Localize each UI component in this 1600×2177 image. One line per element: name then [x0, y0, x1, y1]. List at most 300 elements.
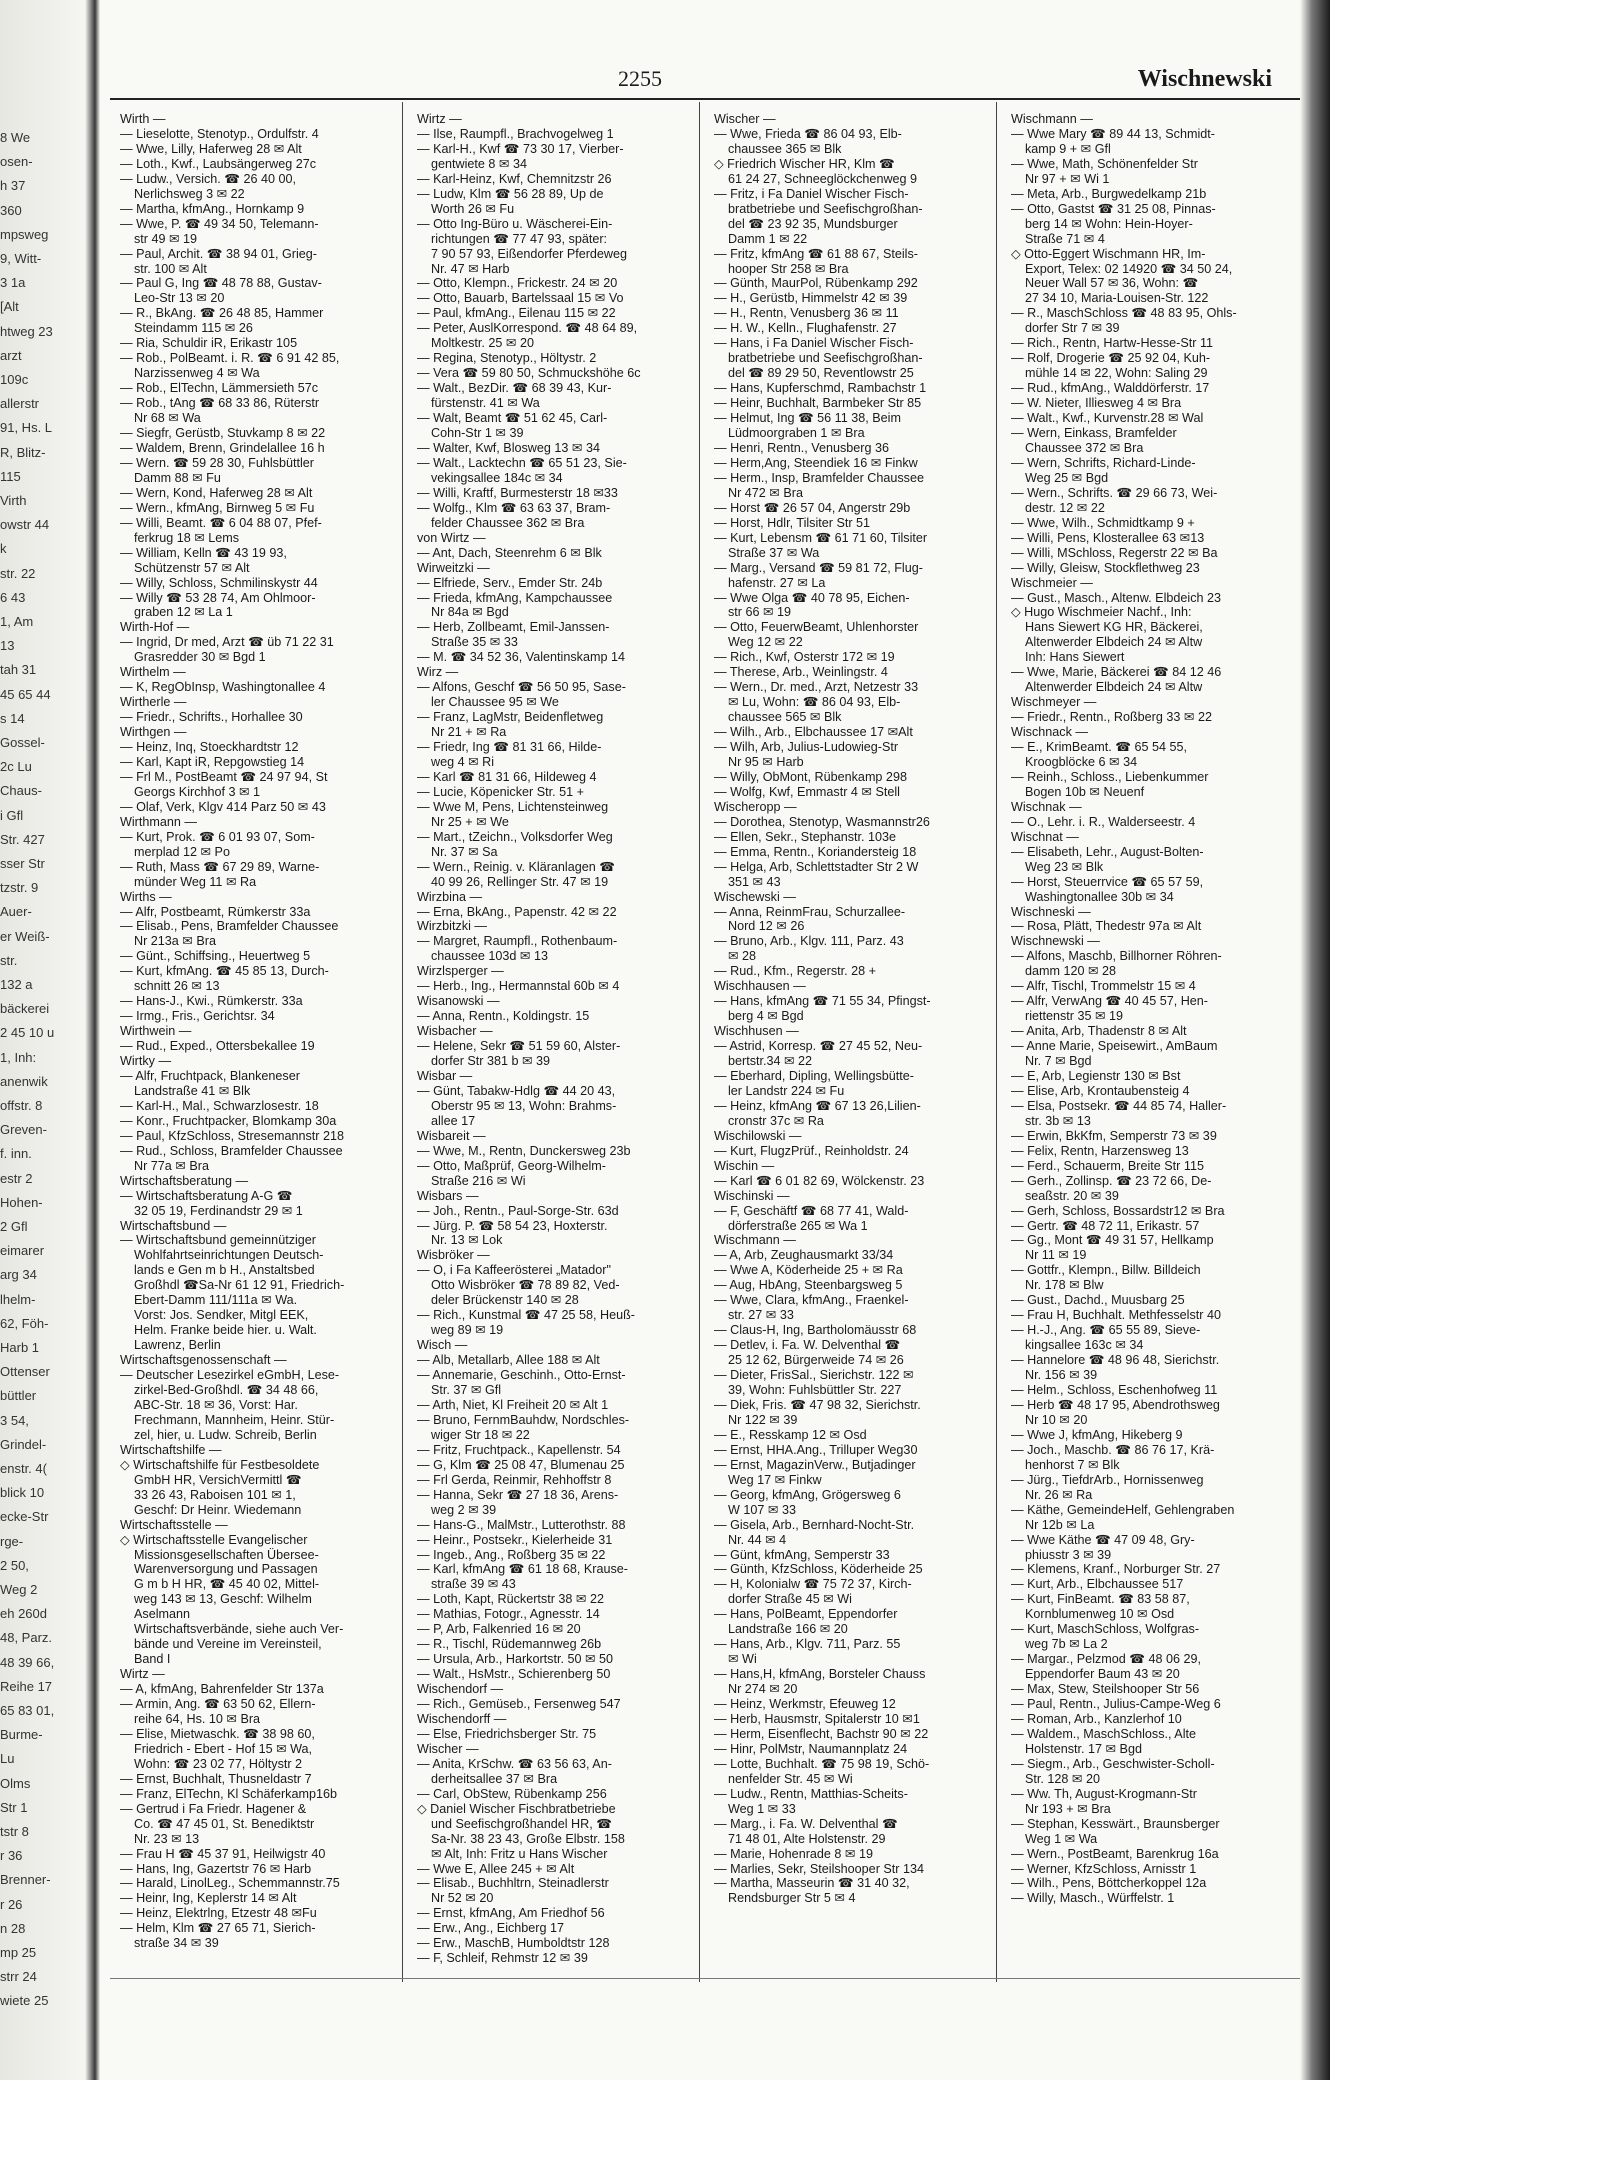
directory-entry: — Karl, kfmAng ☎ 61 18 68, Krause-: [417, 1562, 628, 1577]
directory-entry: — Elisab., Pens, Bramfelder Chaussee: [120, 919, 339, 934]
directory-entry: — Otto, Bauarb, Bartelssaal 15 ✉ Vo: [417, 291, 624, 306]
directory-entry: — Diek, Fris. ☎ 47 98 32, Sierichstr.: [714, 1397, 921, 1412]
directory-entry: — Gust., Masch., Altenw. Elbdeich 23: [1011, 590, 1221, 605]
directory-entry: — Mathias, Fotogr., Agnesstr. 14: [417, 1607, 600, 1622]
directory-entry: — Marg., i. Fa. W. Delventhal ☎: [714, 1816, 898, 1831]
entry-continuation: 33 26 43, Raboisen 101 ✉ 1,: [134, 1487, 296, 1502]
directory-entry: — Wwe Mary ☎ 89 44 13, Schmidt-: [1011, 126, 1215, 141]
directory-entry: — Heinr, Ing, Keplerstr 14 ✉ Alt: [120, 1891, 297, 1906]
directory-entry: — Lucie, Köpenicker Str. 51 +: [417, 784, 584, 799]
entry-continuation: Nr 97 + ✉ Wi 1: [1025, 171, 1110, 186]
entry-continuation: reihe 64, Hs. 10 ✉ Bra: [134, 1711, 261, 1726]
directory-entry: — Karl-H., Kwf ☎ 73 30 17, Vierber-: [417, 141, 624, 156]
entry-continuation: Nr. 13 ✉ Lok: [431, 1233, 503, 1248]
directory-entry: — Ww. Th, August-Krogmann-Str: [1011, 1786, 1197, 1801]
directory-entry: — Willy, Gleisw, Stockflethweg 23: [1011, 560, 1200, 575]
surname-heading: Wisbareit —: [417, 1128, 486, 1143]
directory-entry: — Willy ☎ 53 28 74, Am Ohlmoor-: [120, 590, 316, 605]
entry-continuation: Bogen 10b ✉ Neuenf: [1025, 784, 1145, 799]
directory-entry: — Heinz, Elektrlng, Etzestr 48 ✉Fu: [120, 1906, 317, 1921]
previous-page-fragment: allerstr: [0, 396, 40, 412]
entry-continuation: hooper Str 258 ✉ Bra: [728, 261, 849, 276]
previous-page-fragment: 62, Föh-: [0, 1315, 49, 1331]
entry-continuation: Cohn-Str 1 ✉ 39: [431, 426, 524, 441]
entry-continuation: Geschf: Dr Heinr. Wiedemann: [134, 1502, 302, 1517]
directory-entry: — Kurt, FlugzPrüf., Reinholdstr. 24: [714, 1143, 909, 1158]
directory-entry: — Hannelore ☎ 48 96 48, Sierichstr.: [1011, 1353, 1220, 1368]
entry-continuation: richtungen ☎ 77 47 93, später:: [431, 231, 608, 246]
directory-entry: — Joh., Rentn., Paul-Sorge-Str. 63d: [417, 1203, 619, 1218]
directory-entry: — Frl Gerda, Reinmir, Rehhoffstr 8: [417, 1472, 612, 1487]
entry-continuation: GmbH HR, VersichVermittl ☎: [134, 1472, 302, 1487]
surname-heading: Wischer —: [417, 1741, 479, 1756]
directory-entry: — Mart., tZeichn., Volksdorfer Weg: [417, 829, 613, 844]
directory-entry: — Fritz, Fruchtpack., Kapellenstr. 54: [417, 1442, 621, 1457]
header-rule: [110, 98, 1300, 100]
directory-entry: — Elsa, Postsekr. ☎ 44 85 74, Haller-: [1011, 1098, 1227, 1113]
directory-entry: — Peter, AuslKorrespond. ☎ 48 64 89,: [417, 321, 638, 336]
entry-continuation: Nord 12 ✉ 26: [728, 919, 805, 934]
directory-entry: — Wern, Einkass, Bramfelder: [1011, 426, 1177, 441]
surname-heading: Wirtschaftsberatung —: [120, 1173, 249, 1188]
directory-entry: — Elise, Arb, Krontaubensteig 4: [1011, 1083, 1190, 1098]
directory-entry: — Paul, Rentn., Julius-Campe-Weg 6: [1011, 1697, 1221, 1712]
directory-entry: — R., BkAng. ☎ 26 48 85, Hammer: [120, 306, 324, 321]
entry-continuation: Wohn: ☎ 23 02 77, Höltystr 2: [134, 1756, 303, 1771]
surname-heading: Wirthgen —: [120, 725, 187, 740]
running-head: Wischnewski: [1137, 66, 1272, 92]
directory-entry: — Heinz, Inq, Stoeckhardtstr 12: [120, 740, 299, 755]
directory-entry: — Elisab., Buchhltrn, Steinadlerstr: [417, 1876, 609, 1891]
directory-entry: — Anne Marie, Speisewirt., AmBaum: [1011, 1039, 1218, 1054]
directory-entry: — Willi, Kraftf, Burmesterstr 18 ✉33: [417, 485, 618, 500]
column-divider: [402, 102, 403, 1982]
directory-entry: — Henri, Rentn., Venusberg 36: [714, 440, 890, 455]
entry-continuation: Inh: Hans Siewert: [1025, 650, 1125, 665]
directory-entry: — Friedr., Rentn., Roßberg 33 ✉ 22: [1011, 710, 1212, 725]
entry-continuation: bertstr.34 ✉ 22: [728, 1054, 813, 1069]
directory-entry: — Alfr, Postbeamt, Rümkerstr 33a: [120, 904, 311, 919]
directory-entry: — Gerh., Zollinsp. ☎ 23 72 66, De-: [1011, 1173, 1212, 1188]
entry-continuation: Weg 23 ✉ Blk: [1025, 859, 1104, 874]
directory-entry: — Heinz, Werkmstr, Efeuweg 12: [714, 1697, 896, 1712]
surname-heading: Wirtky —: [120, 1054, 172, 1069]
previous-page-fragment: tstr 8: [0, 1824, 29, 1839]
entry-continuation: phiusstr 3 ✉ 39: [1025, 1547, 1112, 1562]
directory-entry: — Karl-Heinz, Kwf, Chemnitzstr 26: [417, 171, 612, 186]
directory-entry: — Ernst, MagazinVerw., Butjadinger: [714, 1457, 916, 1472]
directory-entry: — Helm, Klm ☎ 27 65 71, Sierich-: [120, 1921, 316, 1936]
directory-entry: — Gg., Mont ☎ 49 31 57, Hellkamp: [1011, 1233, 1214, 1248]
directory-entry: — Käthe, GemeindeHelf, Gehlengraben: [1011, 1502, 1235, 1517]
directory-entry: — Wern, Schrifts, Richard-Linde-: [1011, 455, 1196, 470]
directory-entry: — Herb., Ing., Hermannstal 60b ✉ 4: [417, 979, 620, 994]
directory-entry: — Hans, kfmAng ☎ 71 55 34, Pfingst-: [714, 994, 931, 1009]
directory-entry: — Ludw., Rentn, Matthias-Scheits-: [714, 1786, 908, 1801]
directory-entry: — Ernst, HHA.Ang., Trilluper Weg30: [714, 1442, 918, 1457]
directory-entry: — Alfr, VerwAng ☎ 40 45 57, Hen-: [1011, 994, 1208, 1009]
entry-continuation: Altenwerder Elbdeich 24 ✉ Altw: [1025, 680, 1203, 695]
directory-entry: — Felix, Rentn, Harzensweg 13: [1011, 1143, 1189, 1158]
surname-heading: Wischeropp —: [714, 799, 797, 814]
entry-continuation: Kroogblöcke 6 ✉ 34: [1025, 754, 1138, 769]
entry-continuation: Kornblumenweg 10 ✉ Osd: [1025, 1607, 1175, 1622]
previous-page-fragment: 9, Witt-: [0, 251, 42, 266]
directory-entry: — Otto Ing-Büro u. Wäscherei-Ein-: [417, 216, 613, 231]
entry-continuation: Ebert-Damm 111/111a ✉ Wa.: [134, 1293, 298, 1308]
entry-continuation: W 107 ✉ 33: [728, 1502, 796, 1517]
directory-entry: — William, Kelln ☎ 43 19 93,: [120, 545, 287, 560]
entry-continuation: henhorst 7 ✉ Blk: [1025, 1457, 1120, 1472]
entry-continuation: graben 12 ✉ La 1: [134, 605, 233, 620]
entry-continuation: 61 24 27, Schneeglöckchenweg 9: [728, 171, 918, 186]
directory-entry: ◇ Wirtschaftsstelle Evangelischer: [120, 1532, 308, 1547]
directory-entry: — H., Gerüstb, Himmelstr 42 ✉ 39: [714, 291, 908, 306]
previous-page-fragment: offstr. 8: [0, 1098, 43, 1113]
directory-entry: — Wern., Reinig. v. Kläranlagen ☎: [417, 859, 615, 874]
surname-heading: Wirzlsperger —: [417, 964, 504, 979]
entry-continuation: kingsallee 163c ✉ 34: [1025, 1338, 1144, 1353]
directory-entry: — Wwe E, Allee 245 + ✉ Alt: [417, 1861, 575, 1876]
directory-entry: — Kurt, Prok. ☎ 6 01 93 07, Som-: [120, 829, 315, 844]
entry-continuation: ✉ 28: [728, 949, 757, 964]
entry-continuation: str. 3b ✉ 13: [1025, 1113, 1091, 1128]
entry-continuation: str. 27 ✉ 33: [728, 1308, 794, 1323]
directory-entry: — O., Lehr. i. R., Walderseestr. 4: [1011, 814, 1196, 829]
entry-continuation: str. 100 ✉ Alt: [134, 261, 207, 276]
entry-continuation: weg 2 ✉ 39: [431, 1502, 497, 1517]
surname-heading: Wisbacher —: [417, 1024, 493, 1039]
previous-page-fragment: s 14: [0, 710, 25, 726]
directory-entry: — Wern. ☎ 59 28 30, Fuhlsbüttler: [120, 455, 314, 470]
entry-continuation: 71 48 01, Alte Holstenstr. 29: [728, 1831, 886, 1846]
previous-page-fragment: r 26: [0, 1896, 23, 1912]
entry-continuation: 27 34 10, Maria-Louisen-Str. 122: [1025, 291, 1209, 306]
entry-continuation: Nr 472 ✉ Bra: [728, 485, 803, 500]
entry-continuation: Nr 25 + ✉ We: [431, 814, 509, 829]
entry-continuation: ✉ Lu, Wohn: ☎ 86 04 93, Elb-: [728, 695, 901, 710]
directory-entry: — Gisela, Arb., Bernhard-Nocht-Str.: [714, 1517, 915, 1532]
previous-page-fragment: Lu: [0, 1751, 15, 1767]
entry-continuation: Straße 71 ✉ 4: [1025, 231, 1105, 246]
directory-entry: — H.-J., Ang. ☎ 65 55 89, Sieve-: [1011, 1323, 1201, 1338]
directory-entry: — Günth, KfzSchloss, Köderheide 25: [714, 1562, 923, 1577]
entry-continuation: weg 143 ✉ 13, Geschf: Wilhelm: [134, 1592, 312, 1607]
entry-continuation: Friedrich - Ebert - Hof 15 ✉ Wa,: [134, 1741, 313, 1756]
entry-continuation: Nr. 156 ✉ 39: [1025, 1368, 1098, 1383]
entry-continuation: zirkel-Bed-Großhdl. ☎ 34 48 66,: [134, 1383, 319, 1398]
directory-entry: — Ruth, Mass ☎ 67 29 89, Warne-: [120, 859, 320, 874]
directory-entry: — Anita, KrSchw. ☎ 63 56 63, An-: [417, 1756, 612, 1771]
surname-heading: Wischnewski —: [1011, 934, 1100, 949]
directory-entry: — Bruno, Arb., Klgv. 111, Parz. 43: [714, 934, 904, 949]
directory-entry: — Ursula, Arb., Harkortstr. 50 ✉ 50: [417, 1652, 614, 1667]
entry-continuation: 32 05 19, Ferdinandstr 29 ✉ 1: [134, 1203, 303, 1218]
directory-entry: — Rud., Kfm., Regerstr. 28 +: [714, 964, 877, 979]
previous-page-fragment: 1, Inh:: [0, 1049, 37, 1065]
directory-entry: — Wwe, P. ☎ 49 34 50, Telemann-: [120, 216, 319, 231]
directory-entry: — Günt., Schiffsing., Heuertweg 5: [120, 949, 311, 964]
entry-continuation: lands e Gen m b H., Anstaltsbed: [134, 1263, 315, 1278]
listing-column-3: [702, 112, 987, 1972]
directory-entry: — Rich., Kwf, Osterstr 172 ✉ 19: [714, 650, 895, 665]
directory-entry: — Friedr, Ing ☎ 81 31 66, Hilde-: [417, 740, 602, 755]
surname-heading: Wischnat —: [1011, 829, 1079, 844]
entry-continuation: Nr 12b ✉ La: [1025, 1517, 1095, 1532]
directory-entry: — Kurt, MaschSchloss, Wolfgras-: [1011, 1622, 1200, 1637]
previous-page-fragment: tah 31: [0, 662, 37, 678]
entry-continuation: chaussee 103d ✉ 13: [431, 949, 548, 964]
directory-entry: — Wern., PostBeamt, Barenkrug 16a: [1011, 1846, 1219, 1861]
entry-continuation: 7 90 57 93, Eißendorfer Pferdeweg: [431, 246, 628, 261]
directory-entry: — Franz, LagMstr, Beidenfletweg: [417, 710, 604, 725]
directory-entry: — Hans, Ing, Gazertstr 76 ✉ Harb: [120, 1861, 312, 1876]
directory-entry: — Carl, ObStew, Rübenkamp 256: [417, 1786, 607, 1801]
entry-continuation: Straße 216 ✉ Wi: [431, 1173, 526, 1188]
directory-entry: — Hans, Kupferschmd, Rambachstr 1: [714, 381, 927, 396]
directory-entry: — Harald, LinolLeg., Schemmannstr.75: [120, 1876, 340, 1891]
directory-entry: — Otto, Maßprüf, Georg-Wilhelm-: [417, 1158, 606, 1173]
previous-page-fragment: htweg 23: [0, 323, 53, 339]
entry-continuation: Lüdmoorgraben 1 ✉ Bra: [728, 426, 865, 441]
directory-entry: — Loth., Kwf., Laubsängerweg 27c: [120, 156, 317, 171]
directory-entry: — Bruno, FernmBauhdw, Nordschles-: [417, 1412, 630, 1427]
surname-heading: Wirtschaftsgenossenschaft —: [120, 1353, 287, 1368]
page-shadow-edge: [1300, 0, 1330, 2080]
previous-page-fragment: arg 34: [0, 1267, 37, 1283]
surname-heading: Wirzbina —: [417, 889, 483, 904]
previous-page-fragment: R, Blitz-: [0, 444, 46, 460]
directory-entry: — Gertr. ☎ 48 72 11, Erikastr. 57: [1011, 1218, 1200, 1233]
entry-continuation: allee 17: [431, 1113, 476, 1128]
directory-entry: — Marlies, Sekr, Steilshooper Str 134: [714, 1861, 924, 1876]
directory-entry: — Kurt, kfmAng. ☎ 45 85 13, Durch-: [120, 964, 329, 979]
directory-entry: — Willy, Masch., Würffelstr. 1: [1011, 1891, 1175, 1906]
previous-page-fragment: er Weiß-: [0, 928, 50, 944]
directory-entry: — Karl-H., Mal., Schwarzlosestr. 18: [120, 1098, 319, 1113]
directory-entry: — Herm,Ang, Steendiek 16 ✉ Finkw: [714, 455, 918, 470]
directory-entry: — Hans,H, kfmAng, Borsteler Chauss: [714, 1667, 926, 1682]
entry-continuation: Leo-Str 13 ✉ 20: [134, 291, 225, 306]
directory-entry: — Paul, Archit. ☎ 38 94 01, Grieg-: [120, 246, 317, 261]
surname-heading: Wirweitzki —: [417, 560, 490, 575]
directory-entry: — Waldem., MaschSchloss., Alte: [1011, 1726, 1197, 1741]
directory-entry: — Walt., BezDir. ☎ 68 39 43, Kur-: [417, 381, 612, 396]
entry-continuation: Nr. 37 ✉ Sa: [431, 844, 498, 859]
directory-entry: — Günt, kfmAng, Semperstr 33: [714, 1547, 890, 1562]
page-header: [110, 66, 1300, 100]
entry-continuation: str 49 ✉ 19: [134, 231, 198, 246]
directory-entry: — Willy, ObMont, Rübenkamp 298: [714, 769, 907, 784]
directory-entry: — H, Kolonialw ☎ 75 72 37, Kirch-: [714, 1577, 912, 1592]
surname-heading: Wischnack —: [1011, 725, 1088, 740]
entry-continuation: Großhdl ☎Sa-Nr 61 12 91, Friedrich-: [134, 1278, 345, 1293]
directory-entry: — Karl ☎ 81 31 66, Hildeweg 4: [417, 769, 597, 784]
surname-heading: Wirthmann —: [120, 814, 197, 829]
directory-entry: — E., KrimBeamt. ☎ 65 54 55,: [1011, 740, 1187, 755]
entry-continuation: riettenstr 35 ✉ 19: [1025, 1009, 1124, 1024]
entry-continuation: Nr 84a ✉ Bgd: [431, 605, 509, 620]
entry-continuation: Weg 17 ✉ Finkw: [728, 1472, 822, 1487]
directory-entry: — Helm., Schloss, Eschenhofweg 11: [1011, 1383, 1218, 1398]
directory-entry: — Kurt, Arb., Elbchaussee 517: [1011, 1577, 1184, 1592]
directory-entry: — Ilse, Raumpfl., Brachvogelweg 1: [417, 126, 614, 141]
entry-continuation: merplad 12 ✉ Po: [134, 844, 230, 859]
entry-continuation: bratbetriebe und Seefischgroßhan-: [728, 201, 923, 216]
entry-continuation: nenfelder Str. 45 ✉ Wi: [728, 1771, 853, 1786]
previous-page-fragment: 2 50,: [0, 1557, 29, 1573]
directory-entry: — Wwe J, kfmAng, Hikeberg 9: [1011, 1427, 1183, 1442]
directory-entry: — Hinr, PolMstr, Naumannplatz 24: [714, 1741, 908, 1756]
entry-continuation: Weg 1 ✉ 33: [728, 1801, 796, 1816]
entry-continuation: Landstraße 166 ✉ 20: [728, 1622, 848, 1637]
directory-entry: — Ernst, kfmAng, Am Friedhof 56: [417, 1906, 605, 1921]
previous-page-fragment: enstr. 4(: [0, 1461, 47, 1476]
entry-continuation: Narzissenweg 4 ✉ Wa: [134, 366, 260, 381]
directory-entry: — Walt., Kwf., Kurvenstr.28 ✉ Wal: [1011, 411, 1204, 426]
directory-entry: — Helmut, Ing ☎ 56 11 38, Beim: [714, 411, 901, 426]
directory-entry: — Kurt, FinBeamt. ☎ 83 58 87,: [1011, 1592, 1190, 1607]
entry-continuation: Altenwerder Elbdeich 24 ✉ Altw: [1025, 635, 1203, 650]
previous-page-fragment: 45 65 44: [0, 686, 51, 702]
previous-page-fragment: osen-: [0, 154, 33, 170]
previous-page-fragment: [Alt: [0, 299, 19, 315]
previous-page-fragment: Reihe 17: [0, 1678, 53, 1694]
previous-page-fragment: Grindel-: [0, 1436, 47, 1452]
directory-entry: — Herb ☎ 48 17 95, Abendrothsweg: [1011, 1397, 1220, 1412]
directory-entry: — Ellen, Sekr., Stephanstr. 103e: [714, 829, 897, 844]
directory-entry: ◇ Wirtschaftshilfe für Festbesoldete: [120, 1457, 320, 1472]
previous-page-fragment: i Gfl: [0, 807, 24, 823]
surname-heading: Wisch —: [417, 1338, 468, 1353]
directory-entry: — Alb, Metallarb, Allee 188 ✉ Alt: [417, 1353, 600, 1368]
previous-page-fragment: 3 1a: [0, 275, 26, 291]
entry-continuation: chaussee 565 ✉ Blk: [728, 710, 842, 725]
directory-entry: — Alfons, Maschb, Billhorner Röhren-: [1011, 949, 1222, 964]
directory-entry: — Frau H ☎ 45 37 91, Heilwigstr 40: [120, 1846, 326, 1861]
directory-entry: — Paul, kfmAng., Eilenau 115 ✉ 22: [417, 306, 616, 321]
directory-entry: — Willi, MSchloss, Regerstr 22 ✉ Ba: [1011, 545, 1218, 560]
entry-continuation: Nr. 7 ✉ Bgd: [1025, 1054, 1092, 1069]
directory-entry: — Margret, Raumpfl., Rothenbaum-: [417, 934, 618, 949]
previous-page-fragment: 132 a: [0, 977, 33, 992]
previous-page-fragment: büttler: [0, 1388, 37, 1404]
entry-continuation: Georgs Kirchhof 3 ✉ 1: [134, 784, 261, 799]
surname-heading: Wisbröker —: [417, 1248, 490, 1263]
surname-heading: Wischmann —: [714, 1233, 796, 1248]
previous-page-fragment: 2 Gfl: [0, 1219, 28, 1234]
directory-entry: — Rud., Schloss, Bramfelder Chaussee: [120, 1143, 343, 1158]
directory-entry: — Olaf, Verk, Klgv 414 Parz 50 ✉ 43: [120, 799, 326, 814]
directory-entry: — Siegm., Arb., Geschwister-Scholl-: [1011, 1756, 1215, 1771]
previous-page-fragment: Weg 2: [0, 1582, 38, 1597]
surname-heading: Wischendorf —: [417, 1682, 504, 1697]
directory-entry: — Marie, Hohenrade 8 ✉ 19: [714, 1846, 873, 1861]
directory-entry: — Walter, Kwf, Blosweg 13 ✉ 34: [417, 440, 600, 455]
entry-continuation: Aselmann: [134, 1607, 191, 1622]
previous-page-fragment: arzt: [0, 347, 22, 363]
directory-entry: — Herb, Hausmstr, Spitalerstr 10 ✉1: [714, 1711, 920, 1726]
directory-entry: — Rich., Rentn, Hartw-Hesse-Str 11: [1011, 336, 1214, 351]
previous-page-fragment: Brenner-: [0, 1872, 51, 1888]
directory-entry: — W. Nieter, Illiesweg 4 ✉ Bra: [1011, 396, 1182, 411]
surname-heading: Wirth —: [120, 112, 166, 126]
previous-page-fragment: Gossel-: [0, 735, 45, 750]
previous-page-fragment: 91, Hs. L: [0, 420, 53, 436]
directory-entry: — Herb, Zollbeamt, Emil-Janssen-: [417, 620, 610, 635]
directory-entry: — Rud., kfmAng., Walddörferstr. 17: [1011, 381, 1210, 396]
directory-entry: — Loth, Kapt, Rückertstr 38 ✉ 22: [417, 1592, 604, 1607]
directory-entry: — Lieselotte, Stenotyp., Ordulfstr. 4: [120, 126, 319, 141]
directory-entry: — Dorothea, Stenotyp, Wasmannstr26: [714, 814, 930, 829]
entry-continuation: gentwiete 8 ✉ 34: [431, 156, 527, 171]
entry-continuation: vekingsallee 184c ✉ 34: [431, 470, 563, 485]
previous-page-fragment: 360: [0, 202, 22, 218]
directory-entry: — E, Arb, Legienstr 130 ✉ Bst: [1011, 1069, 1181, 1083]
directory-entry: — Frl M., PostBeamt ☎ 24 97 94, St: [120, 769, 328, 784]
entry-continuation: 351 ✉ 43: [728, 874, 781, 889]
entry-continuation: weg 7b ✉ La 2: [1025, 1637, 1108, 1652]
entry-continuation: Otto Wisbröker ☎ 78 89 82, Ved-: [431, 1278, 620, 1293]
directory-entry: — Hans, Arb., Klgv. 711, Parz. 55: [714, 1637, 901, 1652]
directory-entry: — Joch., Maschb. ☎ 86 76 17, Krä-: [1011, 1442, 1215, 1457]
directory-entry: — Helga, Arb, Schlettstadter Str 2 W: [714, 859, 919, 874]
entry-continuation: Schützenstr 57 ✉ Alt: [134, 560, 250, 575]
directory-entry: — F, Schleif, Rehmstr 12 ✉ 39: [417, 1951, 588, 1966]
previous-page-fragment: owstr 44: [0, 517, 50, 533]
previous-page-fragment: f. inn.: [0, 1146, 32, 1162]
entry-continuation: Nr. 23 ✉ 13: [134, 1831, 200, 1846]
entry-continuation: derheitsallee 37 ✉ Bra: [431, 1771, 558, 1786]
previous-page-fragment: Str 1: [0, 1799, 28, 1815]
directory-entry: — Wilh., Arb., Elbchaussee 17 ✉Alt: [714, 725, 913, 740]
entry-continuation: ferkrug 18 ✉ Lems: [134, 530, 240, 545]
directory-entry: — Irmg., Fris., Gerichtsr. 34: [120, 1009, 275, 1024]
entry-continuation: Nr. 47 ✉ Harb: [431, 261, 510, 276]
entry-continuation: Str. 37 ✉ Gfl: [431, 1383, 502, 1398]
entry-continuation: chaussee 365 ✉ Blk: [728, 141, 842, 156]
entry-continuation: Washingtonallee 30b ✉ 34: [1025, 889, 1174, 904]
directory-entry: — Dieter, FrisSal., Sierichstr. 122 ✉: [714, 1368, 914, 1383]
directory-entry: — Horst ☎ 26 57 04, Angerstr 29b: [714, 500, 911, 515]
previous-page-fragment: h 37: [0, 178, 26, 194]
entry-continuation: weg 4 ✉ Ri: [431, 754, 495, 769]
entry-continuation: ler Landstr 224 ✉ Fu: [728, 1083, 845, 1098]
entry-continuation: Nr. 26 ✉ Ra: [1025, 1487, 1093, 1502]
surname-heading: Wirtschaftsbund —: [120, 1218, 227, 1233]
directory-entry: — Hans, PolBeamt, Eppendorfer: [714, 1607, 898, 1622]
entry-continuation: Nr 77a ✉ Bra: [134, 1158, 209, 1173]
directory-entry: — Otto, Gastst ☎ 31 25 08, Pinnas-: [1011, 201, 1216, 216]
directory-entry: — Emma, Rentn., Koriandersteig 18: [714, 844, 917, 859]
previous-page-fragment: 65 83 01,: [0, 1703, 55, 1718]
entry-continuation: Steindamm 115 ✉ 26: [134, 321, 253, 336]
directory-entry: — Walt., HsMstr., Schierenberg 50: [417, 1667, 611, 1682]
directory-entry: — A, kfmAng, Bahrenfelder Str 137a: [120, 1682, 324, 1697]
entry-continuation: Warenversorgung und Passagen: [134, 1562, 318, 1577]
previous-page-fragment: Hohen-: [0, 1194, 43, 1210]
entry-continuation: Co. ☎ 47 45 01, St. Benediktstr: [134, 1816, 315, 1831]
directory-entry: — Erw., Ang., Eichberg 17: [417, 1921, 565, 1936]
entry-continuation: Nerlichsweg 3 ✉ 22: [134, 186, 245, 201]
column-divider: [996, 102, 997, 1982]
entry-continuation: Band I: [134, 1652, 171, 1667]
directory-entry: — Roman, Arb., Kanzlerhof 10: [1011, 1711, 1182, 1726]
entry-continuation: münder Weg 11 ✉ Ra: [134, 874, 257, 889]
directory-entry: — Horst, Steuerrvice ☎ 65 57 59,: [1011, 874, 1204, 889]
directory-entry: — Hans-G., MalMstr., Lutterothstr. 88: [417, 1517, 626, 1532]
directory-entry: — Walt, Beamt ☎ 51 62 45, Carl-: [417, 411, 608, 426]
